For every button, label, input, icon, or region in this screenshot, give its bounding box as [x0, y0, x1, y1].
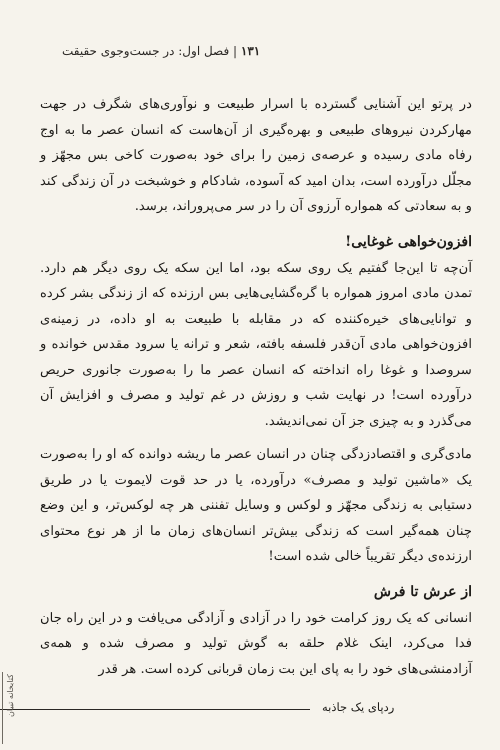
- running-head-separator: |: [229, 44, 238, 58]
- paragraph: مادی‌گری و اقتصادزدگی چنان در انسان عصر ما ریشه دوانده که او را به‌صورت یک «ماشین تولید و مصرف» درآورده، یا در حد قوت لایموت یا در طریق دستیابی به زندگی مجهّز و لوکس و وسایل تفننی هر چه لوکس‌تر، و این وضع چنان همه‌گیر است که زندگی بیش‌تر انسان‌های زمان ما از هر نوع محتوای ارزنده‌ی دیگر تقریباً خالی شده است!: [40, 447, 472, 564]
- paragraph: انسانی که یک روز کرامت خود را در آزادی و آزادگی می‌یافت و در این راه جان فدا می‌کرد، اینک غلام حلقه به گوش تولید و مصرف شده و همه‌ی آزادمنشی‌های خود را به پای این بت زمان قربانی کرده است. هر قدر: [40, 610, 472, 677]
- library-stamp-text: کتابخانه تبیان: [6, 674, 15, 717]
- chapter-title: فصل اول: در جست‌وجوی حقیقت: [62, 44, 230, 58]
- footer-book-title: ردپای یک جاذبه: [322, 700, 395, 714]
- paragraph: آن‌چه تا این‌جا گفتیم یک روی سکه بود، اما این سکه یک روی دیگر هم دارد. تمدن مادی امروز همواره با گره‌گشایی‌هایی بس ارزنده که از زندگی بشر کرده و توانایی‌های خیره‌کننده که در مقابله با طبیعت به او داده، در زمینه‌ی افزون‌خواهی مادی آن‌قدر فلسفه بافته، شعر و ترانه یا سرود مقدس خوانده و سروصدا و غوغا راه انداخته که انسان عصر ما را به‌صورت جانوری حریص درآورده است! در نهایت شب و روزش در غم تولید و مصرف و افزایش آن می‌گذرد و به چیزی جز آن نمی‌اندیشد.: [40, 260, 472, 429]
- section-heading: از عرش تا فرش: [373, 583, 472, 600]
- running-head: [62, 44, 260, 58]
- section-heading: افزون‌خواهی غوغایی!: [345, 233, 472, 250]
- footer-rule: [0, 709, 310, 710]
- paragraph: در پرتو این آشنایی گسترده با اسرار طبیعت و نوآوری‌های شگرف در جهت مهارکردن نیروهای طبیعی و بهره‌گیری از آن‌هاست که انسان عصر ما به اوج رفاه مادی رسیده و عرصه‌ی زمین را برای خود به‌صورت کاخی بس مجهّز و مجلّل درآورده است، بدان امید که آسوده، شادکام و خوشبخت در آن زندگی کند و به سعادتی که همواره آرزوی آن را در سر می‌پروراند، برسد.: [40, 97, 472, 214]
- body-text: [40, 92, 472, 682]
- page-number: ۱۳۱: [240, 44, 261, 58]
